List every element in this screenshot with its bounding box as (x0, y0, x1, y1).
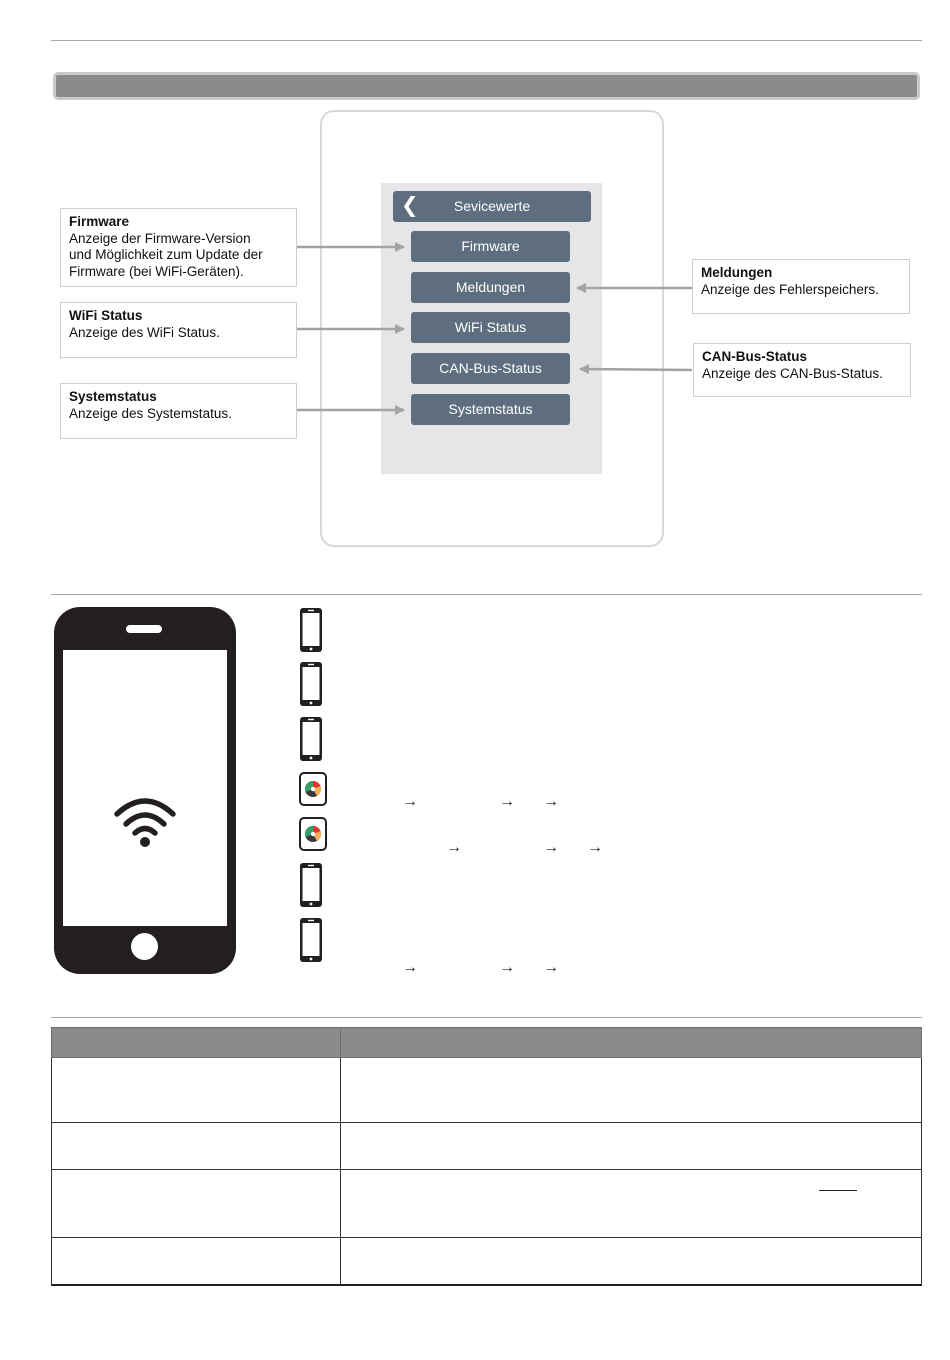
screen-header-title: Sevicewerte (453, 198, 531, 214)
nav-arrow: → (499, 959, 515, 976)
wifi-icon (111, 790, 179, 848)
section-rule (51, 594, 922, 595)
table-header-cell (52, 1028, 341, 1058)
callout-meldungen (692, 259, 910, 314)
app-icon (299, 817, 327, 851)
smartphone-illustration (54, 607, 236, 974)
table-cell (341, 1170, 922, 1238)
callout-title: CAN-Bus-Status (702, 349, 808, 364)
callout-can-bus-status (693, 343, 911, 397)
menu-button-firmware[interactable]: Firmware (411, 231, 570, 262)
nav-arrow: → (543, 793, 559, 810)
nav-arrow: → (587, 839, 603, 856)
table-cell (341, 1123, 922, 1170)
table-row (52, 1058, 922, 1123)
table-rule (51, 1017, 922, 1018)
nav-arrow: → (402, 959, 418, 976)
callout-title: Systemstatus (69, 389, 157, 404)
table-cell (52, 1123, 341, 1170)
table-cell (52, 1058, 341, 1123)
smartphone-icon (299, 661, 323, 707)
callout-line: Anzeige der Firmware-Version (69, 230, 251, 246)
callout-title: Firmware (69, 214, 130, 229)
table-cell (341, 1238, 922, 1285)
phone-home-button (131, 933, 158, 960)
status-table (51, 1027, 922, 1286)
callout-wifi-status (60, 302, 297, 358)
chevron-left-icon[interactable]: ❮ (401, 194, 419, 217)
table-row (52, 1170, 922, 1238)
arrow-canbus (580, 369, 692, 370)
callout-line: Anzeige des Fehlerspeichers. (701, 281, 879, 297)
smartphone-icon (299, 917, 323, 963)
app-icon (299, 772, 327, 806)
callout-line: Anzeige des CAN-Bus-Status. (702, 365, 883, 381)
smartphone-icon (299, 716, 323, 762)
nav-arrow: → (402, 793, 418, 810)
table-header-cell (341, 1028, 922, 1058)
table-cell (341, 1058, 922, 1123)
table-row (52, 1238, 922, 1285)
nav-arrow: → (543, 959, 559, 976)
nav-arrow: → (446, 839, 462, 856)
menu-button-meldungen[interactable]: Meldungen (411, 272, 570, 303)
menu-button-wifi-status[interactable]: WiFi Status (411, 312, 570, 343)
nav-arrow: → (543, 839, 559, 856)
callout-line: Anzeige des Systemstatus. (69, 405, 232, 421)
callout-firmware (60, 208, 297, 287)
callout-systemstatus (60, 383, 297, 439)
phone-speaker (126, 625, 162, 633)
underline-mark (819, 1190, 857, 1191)
callout-line: und Möglichkeit zum Update der (69, 247, 263, 262)
callout-line: Anzeige des WiFi Status. (69, 324, 220, 340)
table-row (52, 1123, 922, 1170)
callout-title: WiFi Status (69, 308, 143, 323)
menu-button-systemstatus[interactable]: Systemstatus (411, 394, 570, 425)
table-cell (52, 1238, 341, 1285)
phone-screen (63, 650, 227, 926)
table-header-row (52, 1028, 922, 1058)
callout-title: Meldungen (701, 265, 773, 280)
nav-arrow: → (499, 793, 515, 810)
menu-button-can-bus-status[interactable]: CAN-Bus-Status (411, 353, 570, 384)
smartphone-icon (299, 607, 323, 653)
table-cell (52, 1170, 341, 1238)
callout-line: Firmware (bei WiFi-Geräten). (69, 263, 244, 279)
smartphone-icon (299, 862, 323, 908)
